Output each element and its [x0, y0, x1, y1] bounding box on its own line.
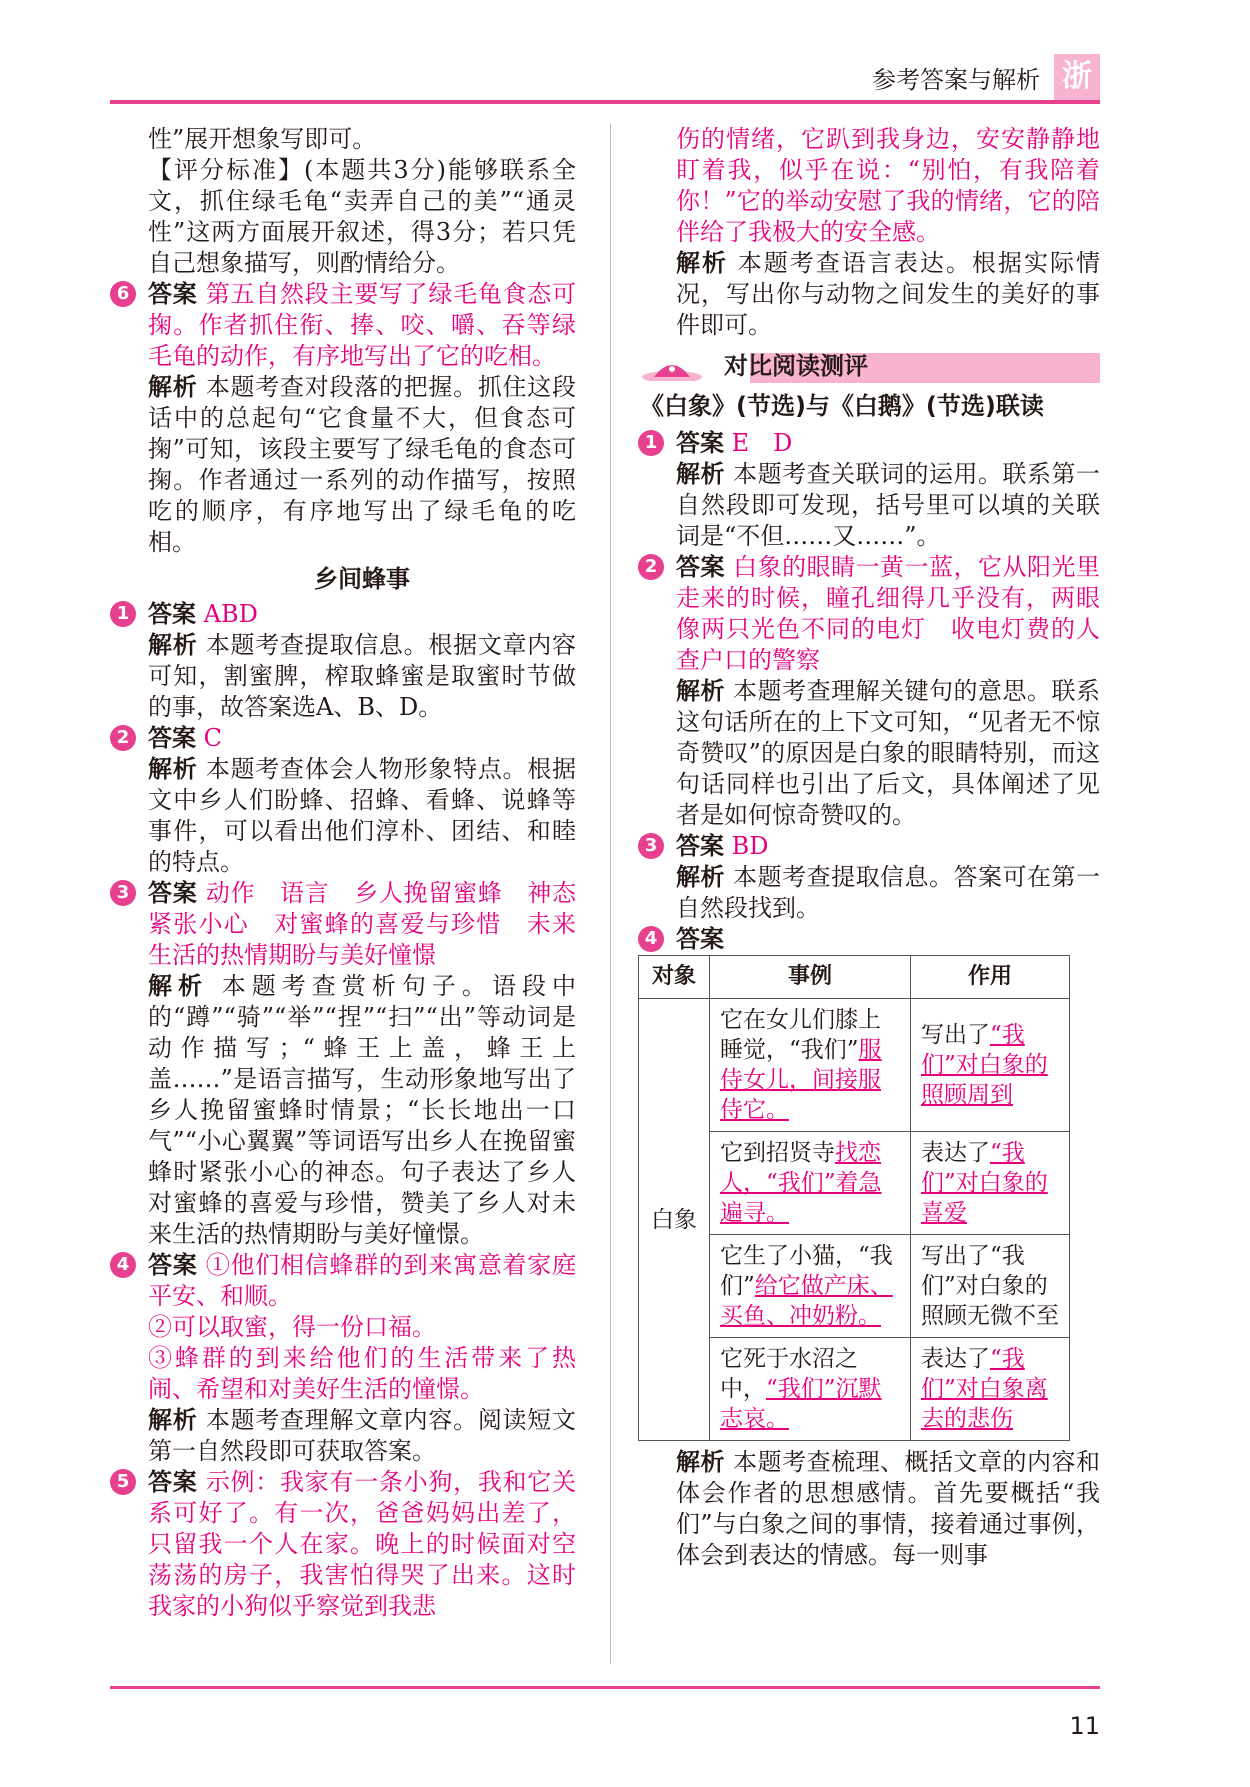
example-cell: [710, 1338, 911, 1441]
example-text: 它死于水沼之中，: [720, 1346, 858, 1402]
reading-pair-title: 《白象》(节选)与《白鹅》(节选)联读: [640, 392, 1044, 420]
example-cell: [710, 999, 911, 1132]
analysis-text: 本题考查赏析句子。语段中的“蹲”“骑”“举”“捏”“扫”“出”等动词是动作描写；“蜂王上盖，蜂王上盖……”是语言描写，生动形象地写出了乡人挽留蜜蜂时情景；“长长地出一口气”“小心翼翼”等词语写出乡人在挽留蜜蜂时紧张小心的神态。句子表达了乡人对蜜蜂的喜爱与珍惜，赞美了乡人对未来生活的热情期盼与美好憧憬。: [148, 972, 577, 1248]
example-answer: 服侍女儿，间接服侍它。: [720, 1037, 882, 1123]
answer-label: 答案: [148, 724, 196, 752]
answer-text: BD: [731, 832, 769, 860]
question-1: [644, 428, 1100, 552]
question-5: [116, 1467, 577, 1622]
answer-label: 答案: [148, 280, 198, 308]
question-4: [116, 1250, 577, 1467]
intro-text: 性”展开想象写即可。: [148, 125, 377, 153]
left-column: [116, 124, 601, 1622]
example-answer: “我们”沉默志哀。: [720, 1376, 882, 1432]
answer-label: 答案: [676, 832, 724, 860]
question-number: 1: [110, 601, 136, 627]
answer-text: 示例：我家有一条小狗，我和它关系可好了。有一次，爸爸妈妈出差了，只留我一个人在家。晚上的时候面对空荡荡的房子，我害怕得哭了出来。这时我家的小狗似乎察觉到我悲: [148, 1468, 577, 1620]
answer-text: 第五自然段主要写了绿毛龟食态可掬。作者抓住衔、捧、咬、嚼、吞等绿毛龟的动作，有序地写出了它的吃相。: [148, 280, 577, 370]
analysis-text: 本题考查提取信息。答案可在第一自然段找到。: [676, 863, 1100, 922]
province-badge: 浙: [1054, 54, 1100, 100]
answer-label: 答案: [148, 600, 196, 628]
answer-text: 动作 语言 乡人挽留蜜蜂 神态 紧张小心 对蜜蜂的喜爱与珍惜 未来生活的热情期盼与美好憧憬: [148, 879, 601, 969]
header-title: 参考答案与解析: [872, 66, 1040, 94]
question-number: 1: [638, 430, 664, 456]
question-number: 2: [638, 554, 664, 580]
answer-label: 答案: [676, 429, 724, 457]
analysis-label: 解析: [676, 1448, 725, 1476]
effect-answer: “我们”对白象离去的悲伤: [921, 1346, 1048, 1432]
answer-continued: 伤的情绪，它趴到我身边，安安静静地盯着我，似乎在说：“别怕，有我陪着你！”它的举动安慰了我的情绪，它的陪伴给了我极大的安全感。: [676, 125, 1100, 246]
analysis-label: 解析: [676, 249, 729, 277]
section-title: 对比阅读测评: [724, 352, 868, 380]
analysis-text: 本题考查关联词的运用。联系第一自然段即可发现，括号里可以填的关联词是“不但……又……”。: [676, 460, 1100, 550]
answer-table: [638, 955, 1070, 1441]
effect-text: 表达了: [921, 1140, 990, 1166]
header-rule: [110, 100, 1100, 104]
answer-label: 答案: [676, 925, 724, 953]
answer-label: 答案: [148, 1468, 198, 1496]
footer-rule: [110, 1686, 1100, 1689]
analysis-text: 本题考查体会人物形象特点。根据文中乡人们盼蜂、招蜂、看蜂、说蜂等事件，可以看出他们淳朴、团结、和睦的特点。: [148, 755, 577, 876]
question-number: 2: [110, 725, 136, 751]
analysis-label: 解析: [148, 373, 198, 401]
analysis-label: 解析: [148, 755, 198, 783]
question-number: 4: [638, 926, 664, 952]
effect-answer: “我们”对白象的照顾周到: [921, 1022, 1048, 1108]
answer-label: 答案: [148, 879, 198, 907]
question-number: 4: [110, 1252, 136, 1278]
analysis-text: 本题考查提取信息。根据文章内容可知，割蜜脾，榨取蜂蜜是取蜜时节做的事，故答案选A、B、D。: [148, 631, 577, 721]
effect-cell: [911, 1132, 1070, 1235]
answer-point-3: ③蜂群的到来给他们的生活带来了热闹、希望和对美好生活的憧憬。: [148, 1344, 576, 1403]
question-number: 6: [110, 281, 136, 307]
question-3: [644, 831, 1100, 924]
effect-answer: “我们”对白象的喜爱: [921, 1140, 1048, 1226]
section-banner: [640, 351, 1100, 385]
example-text: 它在女儿们膝上睡觉，“我们”: [720, 1007, 881, 1063]
answer-label: 答案: [676, 553, 725, 581]
question-2: [644, 552, 1124, 831]
analysis-label: 解析: [676, 460, 725, 488]
question-number: 3: [638, 833, 664, 859]
question-4: [644, 924, 1100, 1571]
table-header: 作用: [911, 956, 1070, 999]
analysis-label: 解析: [148, 1406, 198, 1434]
effect-text: 写出了: [921, 1022, 990, 1048]
right-column: [640, 124, 1124, 1571]
example-answer: 找恋人，“我们”着急遍寻。: [720, 1140, 882, 1226]
page-header: [110, 54, 1100, 100]
question-2: [116, 723, 577, 878]
example-text: 它到招贤寺: [720, 1140, 835, 1166]
table-header: 对象: [639, 956, 710, 999]
example-answer: 给它做产床、买鱼、冲奶粉。: [720, 1273, 893, 1329]
answer-point-2: ②可以取蜜，得一份口福。: [148, 1313, 436, 1341]
question-6: [116, 279, 577, 558]
analysis-text: 本题考查对段落的把握。抓住这段话中的总起句“它食量不大，但食态可掬”可知，该段主要写了绿毛龟的食态可掬。作者通过一系列的动作描写，按照吃的顺序，有序地写出了绿毛龟的吃相。: [148, 373, 577, 556]
effect-cell: [911, 999, 1070, 1132]
answer-text: C: [203, 724, 223, 752]
column-divider: [610, 124, 611, 1664]
effect-cell: [911, 1235, 1070, 1338]
effect-text: 写出了“我们”对白象的照顾无微不至: [921, 1243, 1059, 1329]
answer-text: 白象的眼睛一黄一蓝，它从阳光里走来的时候，瞳孔细得几乎没有，两眼像两只光色不同的电灯 收电灯费的人 查户口的警察: [676, 553, 1124, 674]
example-text: 它生了小猫，“我们”: [720, 1243, 893, 1299]
analysis-text: 本题考查梳理、概括文章的内容和体会作者的思想感情。首先要概括“我们”与白象之间的事情，接着通过事例，体会到表达的情感。每一则事: [676, 1448, 1100, 1569]
example-cell: [710, 1235, 911, 1338]
analysis-text: 本题考查理解文章内容。阅读短文第一自然段即可获取答案。: [148, 1406, 577, 1465]
question-number: 3: [110, 880, 136, 906]
example-cell: [710, 1132, 911, 1235]
table-header: 事例: [710, 956, 911, 999]
analysis-text: 本题考查理解关键句的意思。联系这句话所在的上下文可知，“见者无不惊奇赞叹”的原因是白象的眼睛特别，而这句话同样也引出了后文，具体阐述了见者是如何惊奇赞叹的。: [676, 677, 1100, 829]
analysis-label: 解析: [148, 631, 198, 659]
section-title: 乡间蜂事: [314, 565, 410, 593]
analysis-text: 本题考查语言表达。根据实际情况，写出你与动物之间发生的美好的事件即可。: [676, 249, 1100, 339]
banner-decoration-icon: [640, 357, 704, 381]
page-number: 11: [1069, 1712, 1100, 1740]
question-1: [116, 599, 577, 723]
answer-text: E D: [731, 429, 793, 457]
score-standard: 【评分标准】(本题共3分)能够联系全文，抓住绿毛龟“卖弄自己的美”“通灵性”这两方面展开叙述，得3分；若只凭自己想象描写，则酌情给分。: [148, 156, 576, 277]
analysis-label: 解析: [676, 677, 725, 705]
question-3: [116, 878, 601, 1250]
answer-point-1: ①他们相信蜂群的到来寓意着家庭平安、和顺。: [148, 1251, 577, 1310]
question-number: 5: [110, 1469, 136, 1495]
analysis-label: 解析: [148, 972, 209, 1000]
subject-cell: 白象: [639, 999, 710, 1441]
answer-label: 答案: [148, 1251, 198, 1279]
effect-cell: [911, 1338, 1070, 1441]
answer-text: ABD: [203, 600, 258, 628]
table-header-row: [639, 956, 1070, 999]
table-row: [639, 999, 1070, 1132]
effect-text: 表达了: [921, 1346, 990, 1372]
analysis-label: 解析: [676, 863, 725, 891]
